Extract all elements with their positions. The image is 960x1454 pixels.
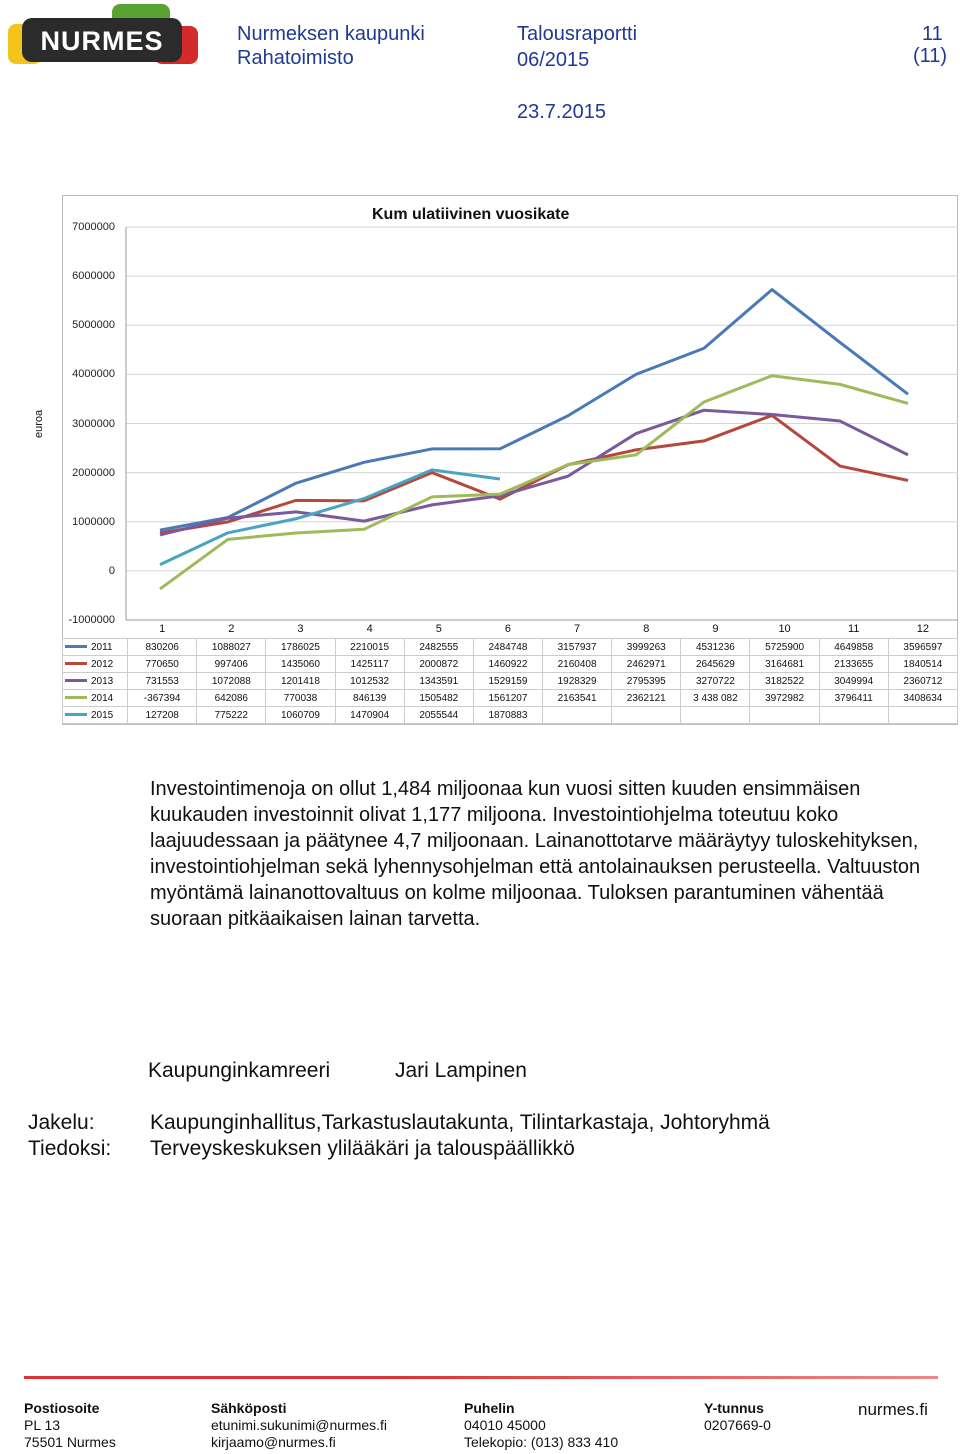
- data-label: 3182522: [750, 673, 819, 690]
- x-tick-label: 4: [366, 623, 373, 635]
- data-label: 2360712: [888, 673, 957, 690]
- postal-city: 75501 Nurmes: [24, 1434, 116, 1450]
- data-label: 1870883: [473, 707, 542, 724]
- footer-phone: [464, 1400, 618, 1451]
- data-label: 1561207: [473, 690, 542, 707]
- data-label: 2795395: [612, 673, 681, 690]
- data-label: [888, 707, 957, 724]
- data-label: [819, 707, 888, 724]
- doc-date: 23.7.2015: [517, 101, 606, 123]
- line-chart: [0, 0, 960, 640]
- data-label: 1060709: [266, 707, 335, 724]
- data-label: 1786025: [266, 639, 335, 656]
- phone-number: 04010 45000: [464, 1417, 546, 1433]
- data-label: 1072088: [197, 673, 266, 690]
- legend-entry-2012: [63, 656, 128, 673]
- logo-wordmark: NURMES: [40, 26, 164, 56]
- data-label: 1012532: [335, 673, 404, 690]
- website-link[interactable]: nurmes.fi: [858, 1400, 928, 1419]
- y-tick-label: 6000000: [72, 270, 115, 283]
- table-row: [63, 690, 958, 707]
- data-label: 1435060: [266, 656, 335, 673]
- y-axis-label: euroa: [33, 409, 45, 438]
- legend-label: 2011: [91, 641, 113, 653]
- data-label: 1529159: [473, 673, 542, 690]
- table-row: [63, 656, 958, 673]
- y-tick-label: 3000000: [72, 417, 115, 430]
- legend-label: 2012: [91, 658, 114, 670]
- table-row: [63, 639, 958, 656]
- data-label: 770650: [128, 656, 197, 673]
- phone-label: Puhelin: [464, 1400, 515, 1416]
- page-total: (11): [913, 45, 948, 67]
- x-tick-label: 1: [159, 623, 166, 635]
- email-label: Sähköposti: [211, 1400, 287, 1416]
- email-pattern: etunimi.sukunimi@nurmes.fi: [211, 1417, 388, 1433]
- data-label: 3972982: [750, 690, 819, 707]
- data-label: 1460922: [473, 656, 542, 673]
- doc-title: Talousraportti: [517, 23, 638, 45]
- data-label: 1425117: [335, 656, 404, 673]
- chart-title: Kum ulatiivinen vuosikate: [372, 206, 570, 223]
- y-tick-label: -1000000: [68, 614, 115, 626]
- data-label: 4649858: [819, 639, 888, 656]
- for-info-label: Tiedoksi:: [28, 1137, 112, 1160]
- data-label: 3049994: [819, 673, 888, 690]
- data-label: [612, 707, 681, 724]
- legend-swatch: [65, 645, 87, 648]
- data-label: 1840514: [888, 656, 957, 673]
- data-label: 3999263: [612, 639, 681, 656]
- x-tick-label: 7: [574, 623, 581, 635]
- x-tick-label: 8: [643, 623, 650, 635]
- x-tick-label: 6: [504, 623, 511, 635]
- table-corner: [63, 620, 128, 639]
- data-label: 2163541: [543, 690, 612, 707]
- org-department: Rahatoimisto: [237, 47, 354, 69]
- data-label: 2462971: [612, 656, 681, 673]
- business-id-label: Y-tunnus: [704, 1400, 764, 1416]
- x-tick-label: 9: [712, 623, 719, 635]
- x-tick-label: 10: [778, 623, 791, 635]
- data-label: 4531236: [681, 639, 750, 656]
- data-label: 3164681: [750, 656, 819, 673]
- distribution-label: Jakelu:: [28, 1111, 95, 1134]
- data-label: 2000872: [404, 656, 473, 673]
- data-label: 731553: [128, 673, 197, 690]
- footer-divider: [24, 1376, 938, 1379]
- data-label: 1343591: [404, 673, 473, 690]
- data-label: 846139: [335, 690, 404, 707]
- analysis-paragraph: Investointimenoja on ollut 1,484 miljoonaa kun vuosi sitten kuuden ensimmäisen kuukauden investoinnit olivat 1,177 miljoona. Investointiohjelma toteutuu koko laajuudessaan ja päätynee 4,7 miljoonaan. Lainanottotarve määräytyy tuloskehityksen, investointiohjelman sekä lyhennysohjelman että antolainauksen perusteella. Valtuuston myöntämä lainanottovaltuus on kolme miljoonaa. Tuloksen parantuminen vähentää suoraan pitkäaikaisen lainan tarvetta.: [150, 778, 921, 930]
- data-label: 1088027: [197, 639, 266, 656]
- for-info-list: Terveyskeskuksen ylilääkäri ja talouspäällikkö: [150, 1137, 575, 1160]
- data-label: 642086: [197, 690, 266, 707]
- data-label: 1201418: [266, 673, 335, 690]
- legend-entry-2015: [63, 707, 128, 724]
- y-tick-label: 1000000: [72, 515, 115, 528]
- y-tick-label: 7000000: [72, 221, 115, 233]
- data-label: 2362121: [612, 690, 681, 707]
- table-row: [63, 673, 958, 690]
- legend-swatch: [65, 713, 87, 716]
- signer-title: Kaupunginkamreeri: [148, 1059, 331, 1082]
- legend-swatch: [65, 679, 87, 682]
- y-tick-label: 0: [108, 564, 115, 577]
- data-label: 3408634: [888, 690, 957, 707]
- footer-postal: [24, 1400, 116, 1451]
- legend-entry-2011: [63, 639, 128, 656]
- fax-number: Telekopio: (013) 833 410: [464, 1434, 619, 1450]
- data-label: 2482555: [404, 639, 473, 656]
- legend-label: 2013: [91, 675, 114, 687]
- postal-label: Postiosoite: [24, 1400, 100, 1416]
- data-label: 3796411: [819, 690, 888, 707]
- legend-label: 2014: [91, 692, 114, 704]
- data-label: 1505482: [404, 690, 473, 707]
- legend-label: 2015: [91, 709, 114, 721]
- legend-entry-2013: [63, 673, 128, 690]
- data-label: 2055544: [404, 707, 473, 724]
- email-registry: kirjaamo@nurmes.fi: [211, 1434, 336, 1450]
- data-label: [750, 707, 819, 724]
- chart-data-table: [62, 620, 958, 724]
- x-tick-label: 11: [848, 623, 860, 635]
- data-label: 3 438 082: [681, 690, 750, 707]
- data-label: 997406: [197, 656, 266, 673]
- y-tick-label: 2000000: [72, 466, 115, 479]
- data-label: 127208: [128, 707, 197, 724]
- legend-swatch: [65, 662, 87, 665]
- data-label: 775222: [197, 707, 266, 724]
- org-name: Nurmeksen kaupunki: [237, 23, 425, 45]
- data-label: 830206: [128, 639, 197, 656]
- data-label: 2133655: [819, 656, 888, 673]
- data-label: 5725900: [750, 639, 819, 656]
- data-label: [681, 707, 750, 724]
- business-id-value: 0207669-0: [704, 1417, 771, 1433]
- footer-email: [211, 1400, 387, 1451]
- data-label: 3157937: [543, 639, 612, 656]
- table-row: [63, 707, 958, 724]
- distribution-list: Kaupunginhallitus,Tarkastuslautakunta, Tilintarkastaja, Johtoryhmä: [150, 1111, 770, 1134]
- legend-swatch: [65, 696, 87, 699]
- data-label: 1928329: [543, 673, 612, 690]
- data-label: -367394: [128, 690, 197, 707]
- y-tick-label: 4000000: [72, 368, 115, 381]
- data-label: 770038: [266, 690, 335, 707]
- x-tick-label: 3: [297, 623, 304, 635]
- postal-box: PL 13: [24, 1417, 61, 1433]
- x-tick-label: 2: [228, 623, 235, 635]
- x-tick-label: 12: [916, 623, 930, 635]
- footer-business-id: [704, 1400, 771, 1434]
- data-label: 2210015: [335, 639, 404, 656]
- data-label: [543, 707, 612, 724]
- data-label: 2160408: [543, 656, 612, 673]
- doc-period: 06/2015: [517, 49, 590, 71]
- y-tick-label: 5000000: [72, 319, 115, 332]
- legend-entry-2014: [63, 690, 128, 707]
- data-label: 1470904: [335, 707, 404, 724]
- page-number: 11: [922, 23, 943, 45]
- data-label: 3270722: [681, 673, 750, 690]
- data-label: 2484748: [473, 639, 542, 656]
- data-label: 2645629: [681, 656, 750, 673]
- x-tick-label: 5: [435, 623, 442, 635]
- data-label: 3596597: [888, 639, 957, 656]
- signer-name: Jari Lampinen: [395, 1059, 527, 1082]
